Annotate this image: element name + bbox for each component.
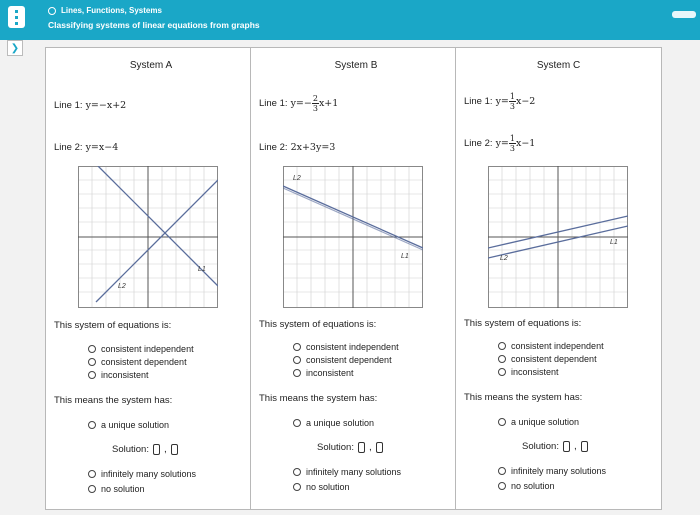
system-a-panel (45, 47, 257, 510)
option-infinitely-many[interactable]: infinitely many solutions (293, 467, 401, 477)
solution-x-box[interactable] (358, 442, 365, 453)
graph-label-l2: L2 (293, 175, 301, 182)
menu-button[interactable] (8, 6, 25, 28)
graph-label-l1: L1 (610, 239, 618, 246)
means-question: This means the system has: (259, 393, 378, 404)
classification-question: This system of equations is: (54, 320, 172, 331)
means-question: This means the system has: (464, 392, 583, 403)
graph-c (488, 166, 628, 308)
graph-label-l1: L1 (401, 253, 409, 260)
topic-circle-icon (48, 7, 56, 15)
top-bar (0, 0, 700, 40)
radio-icon (88, 485, 96, 493)
radio-icon (88, 371, 96, 379)
solution-y-box[interactable] (581, 441, 588, 452)
option-inconsistent[interactable]: inconsistent (88, 370, 149, 380)
option-inconsistent[interactable]: inconsistent (498, 367, 559, 377)
option-infinitely-many[interactable]: infinitely many solutions (88, 469, 196, 479)
radio-icon (498, 342, 506, 350)
radio-icon (293, 356, 301, 364)
option-no-solution[interactable]: no solution (88, 484, 145, 494)
radio-icon (293, 369, 301, 377)
option-consistent-independent[interactable]: consistent independent (498, 341, 604, 351)
system-title: System A (129, 60, 173, 71)
radio-icon (498, 418, 506, 426)
classification-question: This system of equations is: (259, 319, 377, 330)
option-consistent-dependent[interactable]: consistent dependent (88, 357, 187, 367)
line1-equation: Line 1: y= $\frac{1}{3}$ x−2 (464, 92, 536, 111)
graph-b (283, 166, 423, 308)
breadcrumb (48, 6, 162, 15)
option-infinitely-many[interactable]: infinitely many solutions (498, 466, 606, 476)
page-title: Classifying systems of linear equations from graphs (48, 20, 260, 30)
radio-icon (88, 358, 96, 366)
line1-equation: Line 1: y=−x+2 (54, 100, 127, 111)
radio-icon (498, 482, 506, 490)
option-consistent-independent[interactable]: consistent independent (293, 342, 399, 352)
solution-y-box[interactable] (171, 444, 178, 455)
radio-icon (293, 343, 301, 351)
collapse-chevron-icon[interactable]: ❯ (7, 40, 23, 56)
radio-icon (498, 368, 506, 376)
solution-x-box[interactable] (563, 441, 570, 452)
radio-icon (498, 355, 506, 363)
solution-x-box[interactable] (153, 444, 160, 455)
solution-input[interactable]: Solution: , (112, 444, 178, 455)
classification-question: This system of equations is: (464, 318, 582, 329)
solution-y-box[interactable] (376, 442, 383, 453)
graph-label-l2: L2 (500, 255, 508, 262)
line2-equation: Line 2: 2x+3y=3 (259, 142, 336, 153)
radio-icon (88, 470, 96, 478)
system-title: System B (334, 60, 378, 71)
option-unique-solution[interactable]: a unique solution (88, 420, 169, 430)
progress-indicator (672, 11, 696, 18)
radio-icon (88, 421, 96, 429)
option-inconsistent[interactable]: inconsistent (293, 368, 354, 378)
option-no-solution[interactable]: no solution (293, 482, 350, 492)
option-no-solution[interactable]: no solution (498, 481, 555, 491)
solution-input[interactable]: Solution: , (317, 442, 383, 453)
system-c-panel (455, 47, 662, 510)
radio-icon (498, 467, 506, 475)
option-unique-solution[interactable]: a unique solution (293, 418, 374, 428)
solution-input[interactable]: Solution: , (522, 441, 588, 452)
means-question: This means the system has: (54, 395, 173, 406)
system-b-panel (250, 47, 462, 510)
radio-icon (293, 468, 301, 476)
line2-equation: Line 2: y=x−4 (54, 142, 119, 153)
option-consistent-dependent[interactable]: consistent dependent (498, 354, 597, 364)
radio-icon (293, 419, 301, 427)
breadcrumb-text: Lines, Functions, Systems (61, 6, 162, 15)
graph-label-l1: L1 (198, 266, 206, 273)
graph-a (78, 166, 218, 308)
radio-icon (88, 345, 96, 353)
option-consistent-dependent[interactable]: consistent dependent (293, 355, 392, 365)
line2-equation: Line 2: y= $\frac{1}{3}$ x−1 (464, 134, 536, 153)
line-l2 (96, 180, 218, 302)
option-consistent-independent[interactable]: consistent independent (88, 344, 194, 354)
graph-label-l2: L2 (118, 283, 126, 290)
radio-icon (293, 483, 301, 491)
line1-equation: Line 1: y=− $\frac{2}{3}$ x+1 (259, 94, 339, 113)
option-unique-solution[interactable]: a unique solution (498, 417, 579, 427)
system-title: System C (536, 60, 581, 71)
